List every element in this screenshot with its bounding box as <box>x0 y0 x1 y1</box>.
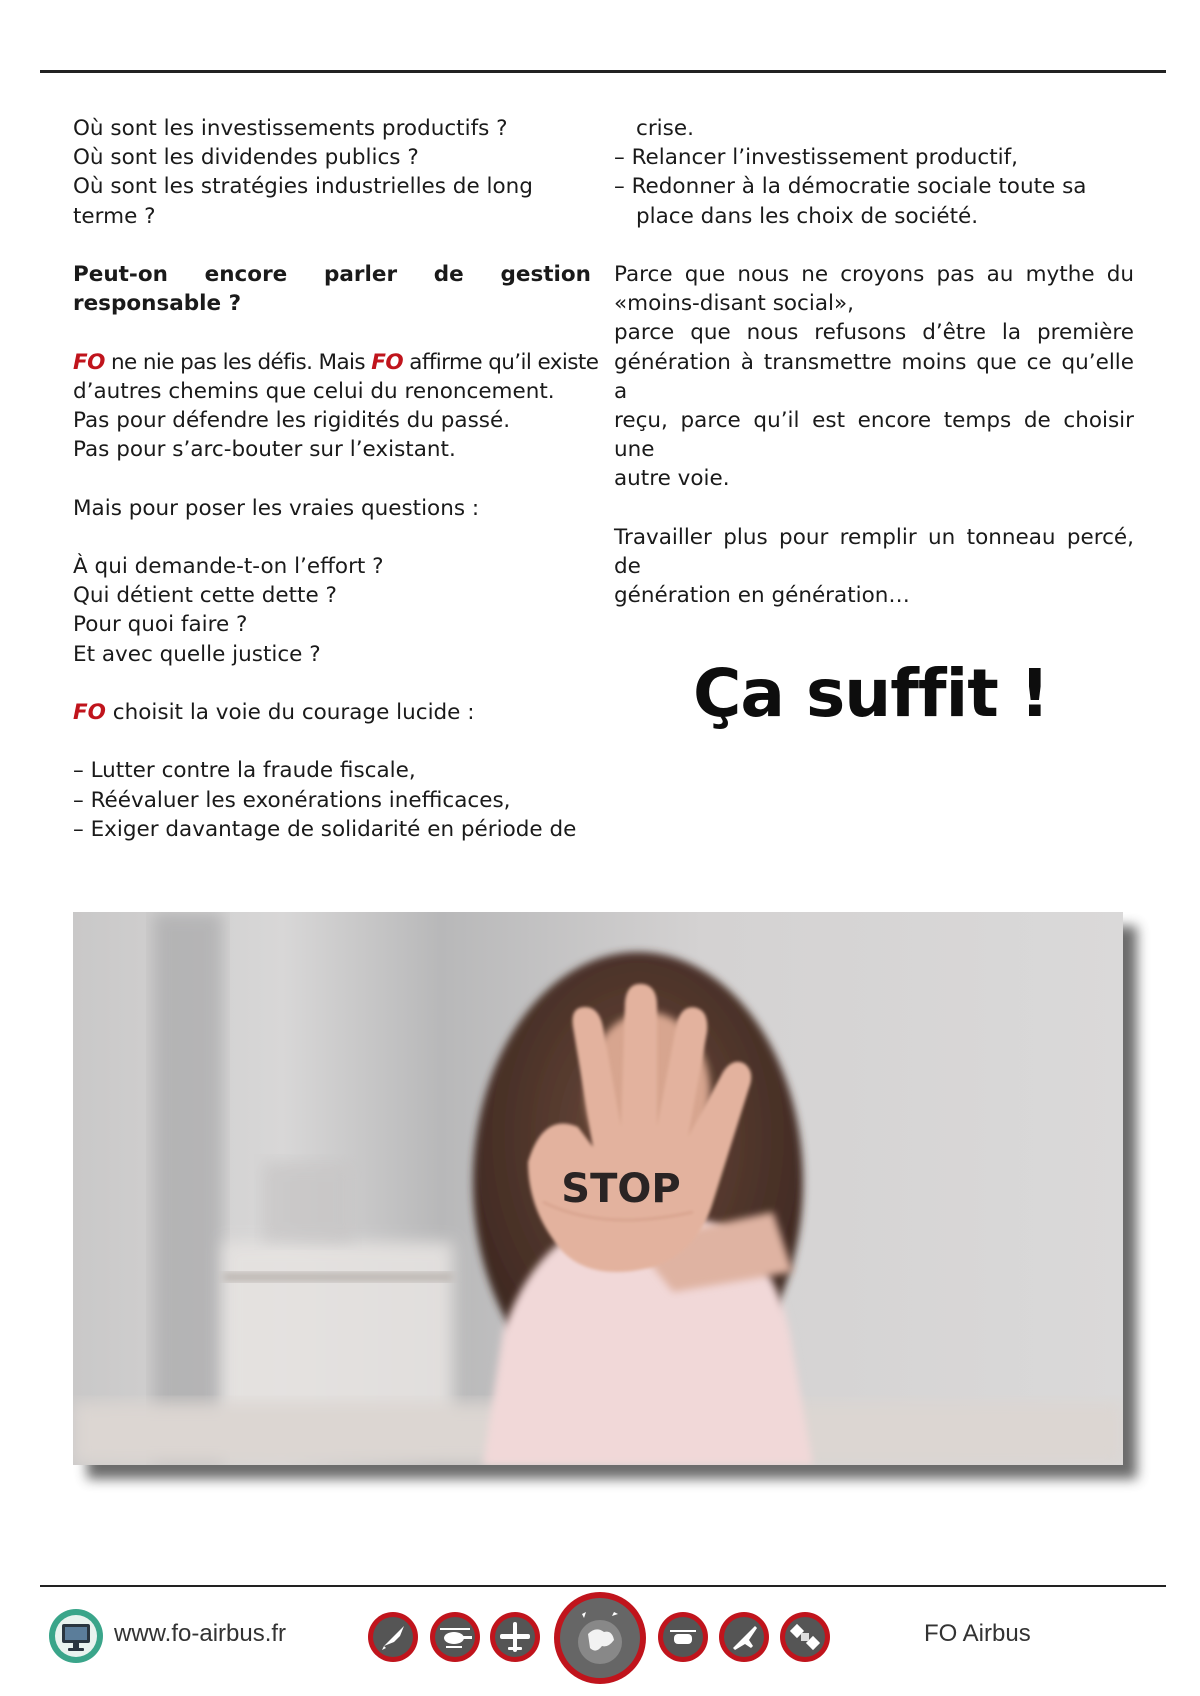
bottom-divider <box>40 1585 1166 1587</box>
fo-label: FO <box>371 349 404 375</box>
fo-statement-text: affirme qu’il existe <box>403 349 599 375</box>
satellite-icon <box>778 1610 832 1664</box>
paragraph-line: génération à transmettre moins que ce qu’elle a <box>614 349 1134 404</box>
paragraph-line: Travailler plus pour remplir un tonneau percé, de <box>614 524 1134 580</box>
question-line: Et avec quelle justice ? <box>73 641 321 667</box>
question-line: terme ? <box>73 203 156 229</box>
paragraph-line: Parce que nous ne croyons pas au mythe du <box>614 262 1134 287</box>
action-item: crise. <box>636 116 694 141</box>
paragraph-line: parce que nous refusons d’être la première <box>614 320 1134 346</box>
paragraph-line: génération en génération… <box>614 583 910 609</box>
monitor-icon <box>48 1608 104 1664</box>
action-item: place dans les choix de société. <box>636 203 979 229</box>
paragraph-line: reçu, parce qu’il est encore temps de choisir une <box>614 408 1134 463</box>
top-divider <box>40 70 1166 73</box>
question-line: Où sont les investissements productifs ? <box>73 116 508 141</box>
question-line: Pour quoi faire ? <box>73 612 248 638</box>
website-link[interactable]: www.fo-airbus.fr <box>114 1620 287 1647</box>
fo-choice <box>73 698 591 727</box>
questions-lead: Mais pour poser les vraies questions : <box>73 495 480 521</box>
fo-statement-text: ne nie pas les défis. Mais <box>104 349 372 375</box>
question-line: Où sont les stratégies industrielles de long <box>73 174 533 200</box>
drone-icon <box>656 1610 710 1664</box>
slogan: Ça suffit ! <box>693 655 1049 732</box>
question-line: Qui détient cette dette ? <box>73 583 337 609</box>
fo-label: FO <box>73 349 105 375</box>
section-heading-cont: responsable ? <box>73 291 242 317</box>
fo-statement <box>73 348 599 377</box>
paragraph-line: Pas pour s’arc-bouter sur l’existant. <box>73 437 456 463</box>
question-line: Où sont les dividendes publics ? <box>73 145 419 171</box>
fo-label: FO <box>73 699 106 725</box>
action-item: – Réévaluer les exonérations inefficaces, <box>73 787 511 813</box>
jet-icon <box>717 1610 771 1664</box>
action-item: – Redonner à la démocratie sociale toute sa <box>614 174 1087 200</box>
girl-stop-hand-illustration <box>73 912 1123 1465</box>
rocket-icon <box>366 1610 420 1664</box>
paragraph-line: «moins-disant social», <box>614 291 854 317</box>
left-column <box>73 114 599 844</box>
question-line: À qui demande-t-on l’effort ? <box>73 553 384 579</box>
helicopter-icon <box>428 1610 482 1664</box>
fo-choice-text: choisit la voie du courage lucide : <box>105 699 475 725</box>
photo-frame <box>73 912 1123 1465</box>
globe-icon <box>552 1590 648 1686</box>
action-item: – Exiger davantage de solidarité en période de <box>73 816 577 842</box>
action-item: – Lutter contre la fraude fiscale, <box>73 758 416 784</box>
action-item: – Relancer l’investissement productif, <box>614 145 1019 171</box>
footer-brand: FO Airbus <box>924 1620 1031 1647</box>
stop-photo <box>73 912 1123 1465</box>
paragraph-line: autre voie. <box>614 466 730 492</box>
airplane-icon <box>488 1610 542 1664</box>
paragraph-line: Pas pour défendre les rigidités du passé. <box>73 408 511 433</box>
right-column <box>614 114 1134 610</box>
paragraph-line: d’autres chemins que celui du renoncement. <box>73 378 555 404</box>
stop-hand-text: STOP <box>561 1166 681 1212</box>
section-heading: Peut-on encore parler de gestion <box>73 262 591 287</box>
